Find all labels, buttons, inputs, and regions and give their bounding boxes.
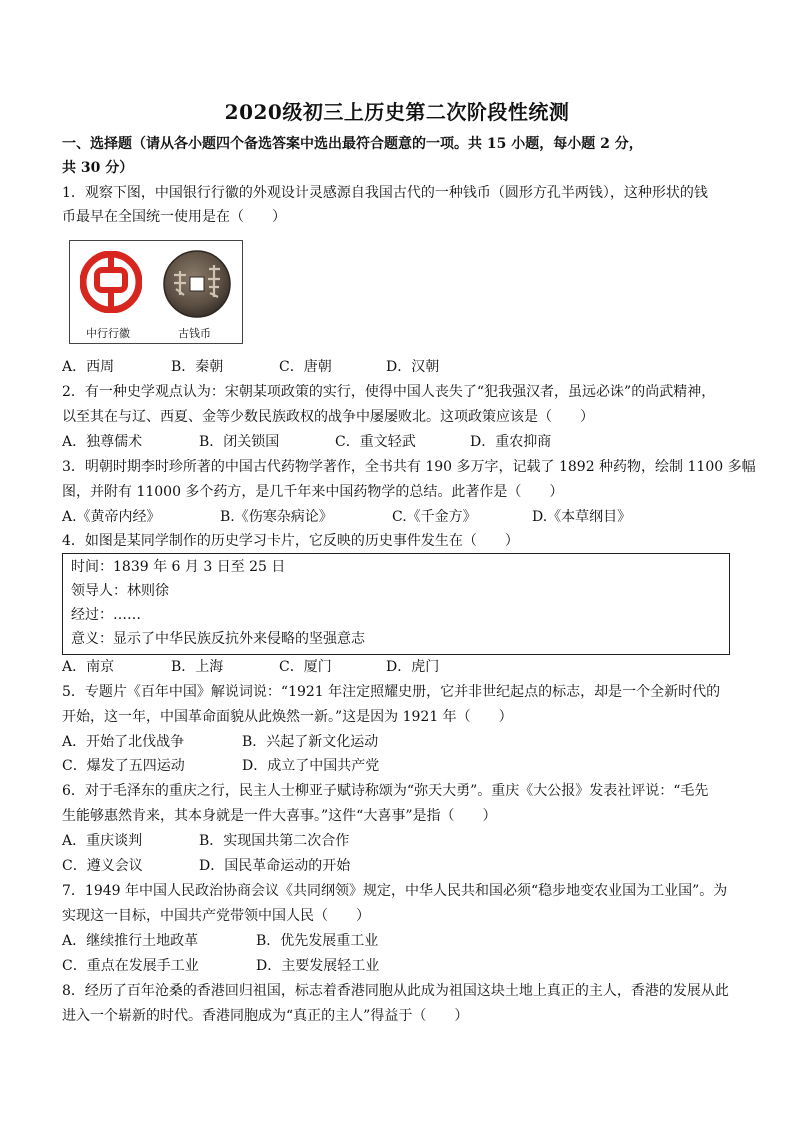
q6-option-c[interactable]: C．遵义会议 [62, 858, 143, 874]
q4-option-d[interactable]: D．虎门 [386, 659, 440, 675]
q4-option-c[interactable]: C．厦门 [279, 659, 332, 675]
q1-option-d[interactable]: D．汉朝 [386, 359, 440, 375]
q1-figure-caption-left: 中行行徽 [86, 327, 130, 340]
q3-option-b[interactable]: B.《伤寒杂病论》 [220, 509, 333, 525]
q6-option-b[interactable]: B．实现国共第二次合作 [199, 833, 350, 849]
q1-option-c[interactable]: C．唐朝 [279, 359, 332, 375]
q7-option-c[interactable]: C．重点在发展手工业 [62, 958, 199, 974]
q2-option-c[interactable]: C．重文轻武 [335, 434, 416, 450]
page-title: 2020级初三上历史第二次阶段性统测 [224, 100, 570, 124]
section-heading-line2: 共 30 分） [62, 160, 134, 176]
q7-stem-line1: 7．1949 年中国人民政治协商会议《共同纲领》规定，中华人民共和国必须“稳步地变农业国为工业国”。为 [62, 883, 728, 899]
q4-option-a[interactable]: A．南京 [62, 659, 115, 675]
q6-stem-line1: 6．对于毛泽东的重庆之行，民主人士柳亚子赋诗称颂为“弥天大勇”。重庆《大公报》发表社评说：“毛先 [62, 783, 709, 799]
q2-option-b[interactable]: B．闭关锁国 [199, 434, 280, 450]
q1-option-a[interactable]: A．西周 [62, 359, 115, 375]
q6-option-d[interactable]: D．国民革命运动的开始 [199, 858, 351, 874]
q6-stem-line2: 生能够惠然肯来，其本身就是一件大喜事。”这件“大喜事”是指（ ） [62, 808, 497, 824]
q4-card-significance: 意义：显示了中华民族反抗外来侵略的坚强意志 [71, 631, 365, 647]
q4-option-b[interactable]: B．上海 [171, 659, 224, 675]
q5-stem-line1: 5．专题片《百年中国》解说词说：“1921 年注定照耀史册，它并非世纪起点的标志，却是一个全新时代的 [62, 684, 721, 700]
ancient-coin-icon [162, 249, 232, 319]
q4-card-process: 经过：…… [71, 607, 141, 623]
q3-option-a[interactable]: A.《黄帝内经》 [62, 509, 161, 525]
q3-stem-line1: 3．明朝时期李时珍所著的中国古代药物学著作，全书共有 190 多万字，记载了 1892 种药物，绘制 1100 多幅 [62, 459, 756, 475]
q2-stem-line2: 以至其在与辽、西夏、金等少数民族政权的战争中屡屡败北。这项政策应该是（ ） [62, 409, 594, 425]
q2-option-a[interactable]: A．独尊儒术 [62, 434, 143, 450]
q5-option-d[interactable]: D．成立了中国共产党 [242, 758, 380, 774]
q4-card-leader: 领导人：林则徐 [71, 583, 169, 599]
q4-card-time: 时间：1839 年 6 月 3 日至 25 日 [71, 559, 286, 575]
bank-of-china-logo-icon [80, 251, 142, 313]
q7-stem-line2: 实现这一目标，中国共产党带领中国人民（ ） [62, 908, 370, 924]
q8-stem-line2: 进入一个崭新的时代。香港同胞成为“真正的主人”得益于（ ） [62, 1008, 469, 1024]
section-heading-line1: 一、选择题（请从各小题四个备选答案中选出最符合题意的一项。共 15 小题，每小题 2 分， [62, 136, 643, 152]
q7-option-d[interactable]: D．主要发展轻工业 [256, 958, 380, 974]
q1-stem-line2: 币最早在全国统一使用是在（ ） [62, 209, 286, 225]
q2-option-d[interactable]: D．重农抑商 [470, 434, 552, 450]
q6-option-a[interactable]: A．重庆谈判 [62, 833, 143, 849]
q4-study-card [62, 553, 730, 655]
q5-option-c[interactable]: C．爆发了五四运动 [62, 758, 185, 774]
q1-stem-line1: 1．观察下图，中国银行行徽的外观设计灵感源自我国古代的一种钱币（圆形方孔半两钱），这种形状的钱 [62, 185, 708, 201]
q3-stem-line2: 图，并附有 11000 多个药方，是几千年来中国药物学的总结。此著作是（ ） [62, 484, 564, 500]
q7-option-b[interactable]: B．优先发展重工业 [256, 933, 379, 949]
q3-option-c[interactable]: C.《千金方》 [392, 509, 477, 525]
q7-option-a[interactable]: A．继续推行土地政革 [62, 933, 199, 949]
q1-option-b[interactable]: B．秦朝 [171, 359, 224, 375]
q3-option-d[interactable]: D.《本草纲目》 [532, 509, 632, 525]
q5-option-b[interactable]: B．兴起了新文化运动 [242, 734, 379, 750]
q1-figure [69, 240, 243, 344]
q5-stem-line2: 开始，这一年，中国革命面貌从此焕然一新。”这是因为 1921 年（ ） [62, 709, 513, 725]
q5-option-a[interactable]: A．开始了北伐战争 [62, 734, 185, 750]
q8-stem-line1: 8．经历了百年沧桑的香港回归祖国，标志着香港同胞从此成为祖国这块土地上真正的主人，香港的发展从此 [62, 983, 729, 999]
q1-figure-caption-right: 古钱币 [178, 327, 211, 340]
q4-stem-line1: 4．如图是某同学制作的历史学习卡片，它反映的历史事件发生在（ ） [62, 533, 519, 549]
q2-stem-line1: 2．有一种史学观点认为：宋朝某项政策的实行，使得中国人丧失了“犯我强汉者，虽远必诛”的尚武精神， [62, 384, 716, 400]
